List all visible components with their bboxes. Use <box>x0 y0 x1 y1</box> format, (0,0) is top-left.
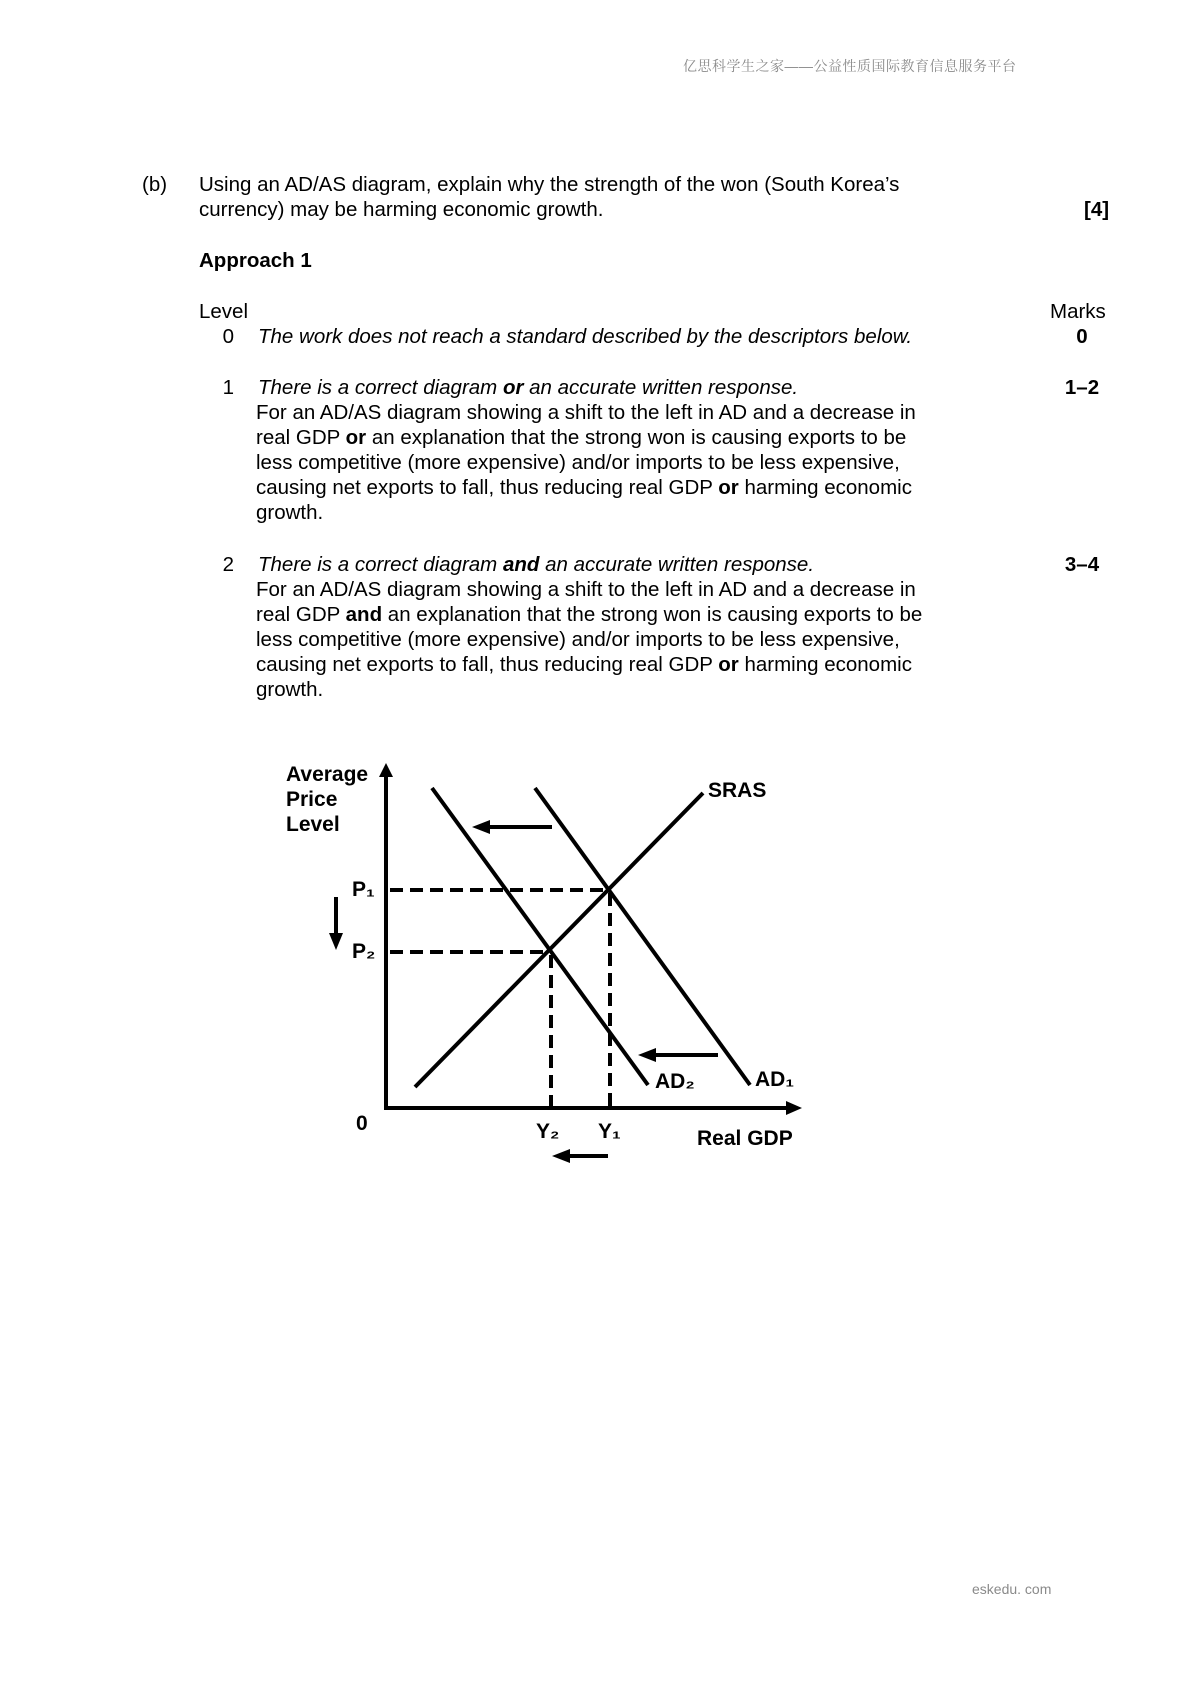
level-2-descriptor: There is a correct diagram and an accurate written response. <box>258 553 815 576</box>
y-axis-arrowhead <box>379 763 393 777</box>
level-1-detail-line2: real GDP or an explanation that the strong won is causing exports to be <box>256 426 907 449</box>
level-2-detail-line1: For an AD/AS diagram showing a shift to the left in AD and a decrease in <box>256 578 916 601</box>
x-axis-label: Real GDP <box>697 1127 793 1150</box>
origin-label: 0 <box>356 1112 368 1135</box>
level-1-detail-line1: For an AD/AS diagram showing a shift to the left in AD and a decrease in <box>256 401 916 424</box>
level-1-detail-line4: causing net exports to fall, thus reducing real GDP or harming economic <box>256 476 912 499</box>
marks-column-header: Marks <box>1050 300 1106 323</box>
level-0-marks: 0 <box>1076 325 1088 348</box>
level-0-descriptor: The work does not reach a standard described by the descriptors below. <box>258 325 913 348</box>
level-1-descriptor: There is a correct diagram or an accurate written response. <box>258 376 799 399</box>
ad2-curve <box>432 788 648 1085</box>
level-0-number: 0 <box>222 325 234 348</box>
x-axis-arrowhead <box>786 1101 802 1115</box>
level-1-detail-line3: less competitive (more expensive) and/or imports to be less expensive, <box>256 451 900 474</box>
y-axis-label-line3: Level <box>286 813 340 836</box>
y2-label: Y₂ <box>536 1120 560 1143</box>
level-2-detail-line2: real GDP and an explanation that the strong won is causing exports to be <box>256 603 923 626</box>
level-1-detail-line5: growth. <box>256 501 324 524</box>
ad-shift-arrow-top-head <box>472 820 490 834</box>
sras-label: SRAS <box>708 779 767 802</box>
level-2-detail-line3: less competitive (more expensive) and/or imports to be less expensive, <box>256 628 900 651</box>
level-column-header: Level <box>199 300 249 323</box>
ad-shift-arrow-bottom-head <box>638 1048 656 1062</box>
y1-label: Y₁ <box>598 1120 621 1143</box>
ad1-curve <box>535 788 750 1085</box>
approach-heading: Approach 1 <box>199 249 312 272</box>
question-label: (b) <box>142 173 168 196</box>
p2-label: P₂ <box>352 940 376 963</box>
y-axis-label-line1: Average <box>286 763 369 786</box>
level-1-marks: 1–2 <box>1064 376 1100 399</box>
level-2-detail-line5: growth. <box>256 678 324 701</box>
question-text-line1: Using an AD/AS diagram, explain why the strength of the won (South Korea’s <box>199 173 900 196</box>
ad1-label: AD₁ <box>755 1068 795 1091</box>
price-fall-arrow-head <box>329 933 343 950</box>
y-axis-label-line2: Price <box>286 788 338 811</box>
ad2-label: AD₂ <box>655 1070 695 1093</box>
level-2-detail-line4: causing net exports to fall, thus reducing real GDP or harming economic <box>256 653 912 676</box>
footer-watermark: eskedu. com <box>972 1581 1052 1597</box>
question-text-line2: currency) may be harming economic growth. <box>199 198 604 221</box>
level-2-number: 2 <box>222 553 234 576</box>
gdp-fall-arrow-head <box>552 1149 570 1163</box>
sras-curve <box>415 793 703 1087</box>
p1-label: P₁ <box>352 878 375 901</box>
question-marks: [4] <box>1084 198 1110 221</box>
header-watermark: 亿思科学生之家——公益性质国际教育信息服务平台 <box>683 58 1017 74</box>
level-2-marks: 3–4 <box>1064 553 1100 576</box>
level-1-number: 1 <box>222 376 234 399</box>
